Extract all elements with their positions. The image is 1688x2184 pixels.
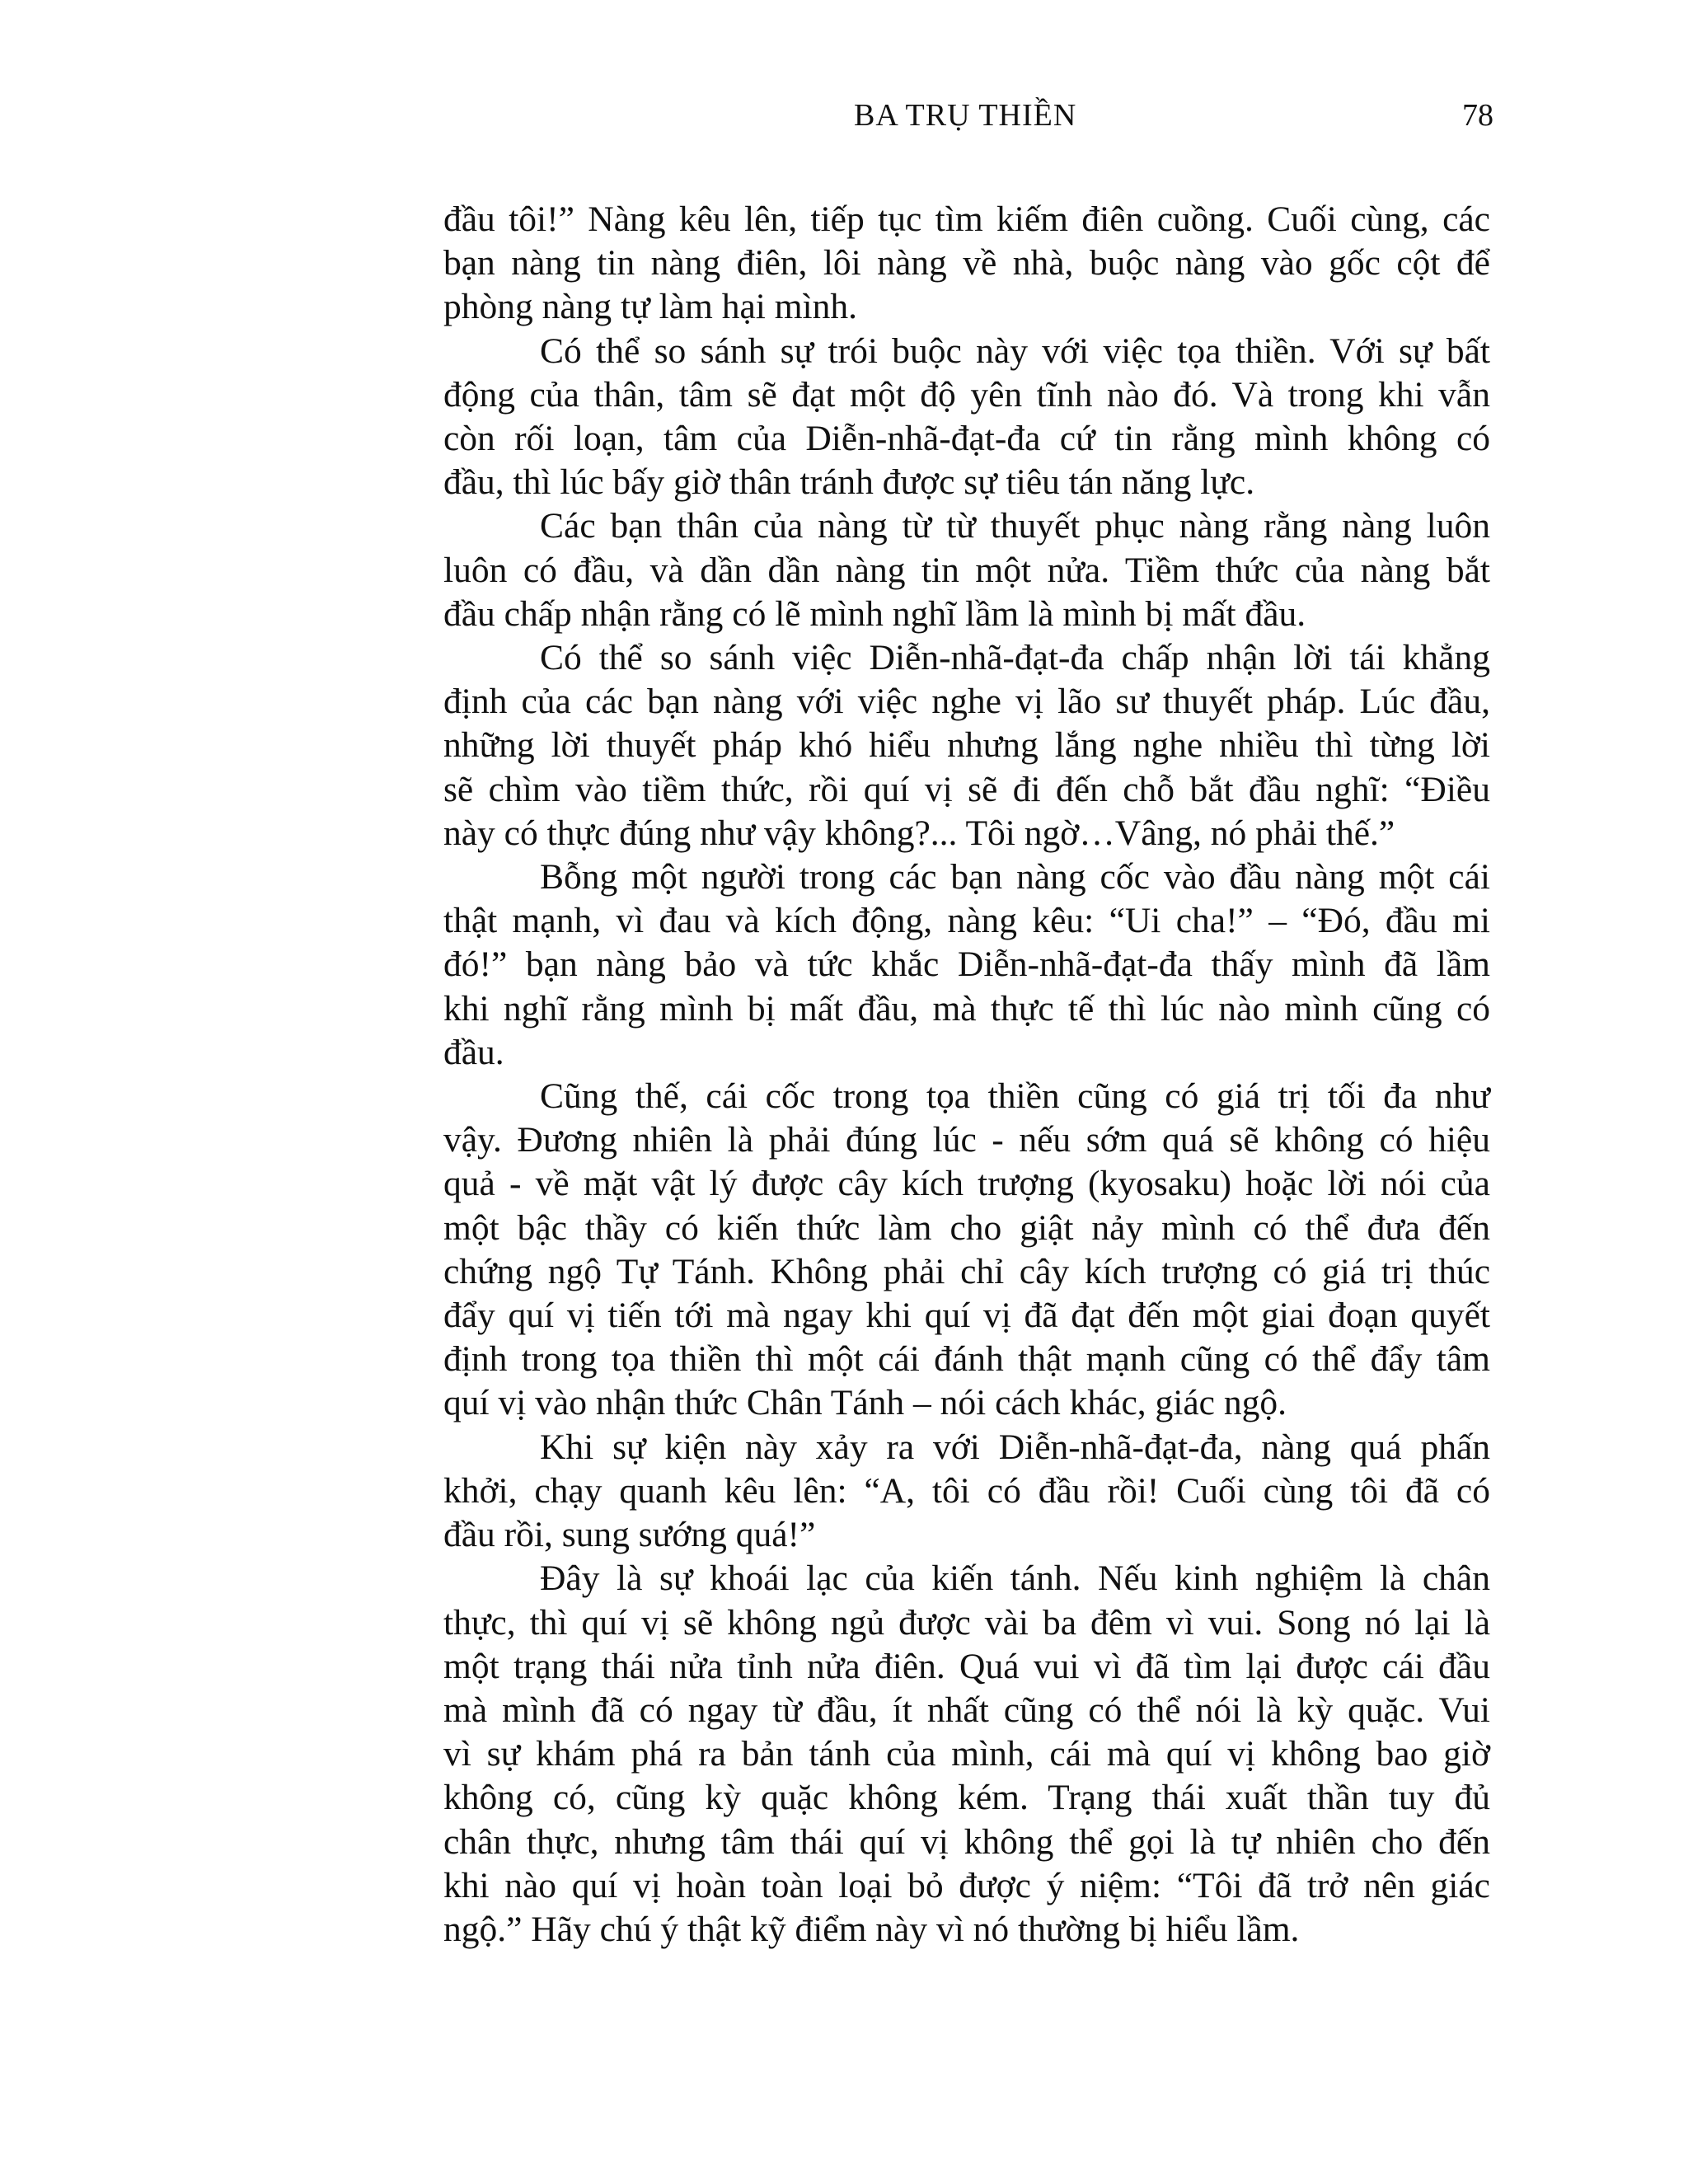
text-line: đó!” bạn nàng bảo và tức khắc Diễn-nhã-đạt-đa thấy mình đã lầm <box>443 944 1490 985</box>
text-line: đầu tôi!” Nàng kêu lên, tiếp tục tìm kiếm điên cuồng. Cuối cùng, các <box>443 199 1490 239</box>
text-line: đẩy quí vị tiến tới mà ngay khi quí vị đã đạt đến một giai đoạn quyết <box>443 1296 1490 1336</box>
text-line: quí vị vào nhận thức Chân Tánh – nói cách khác, giác ngộ. <box>443 1383 1287 1423</box>
running-header <box>0 97 1688 138</box>
body-text <box>443 198 1490 1952</box>
text-line: định của các bạn nàng với việc nghe vị lão sư thuyết pháp. Lúc đầu, <box>443 682 1490 722</box>
text-line: Đây là sự khoái lạc của kiến tánh. Nếu kinh nghiệm là chân <box>540 1558 1490 1599</box>
text-line: đầu. <box>443 1032 504 1072</box>
text-line: không có, cũng kỳ quặc không kém. Trạng thái xuất thần tuy đủ <box>443 1778 1490 1818</box>
running-title: BA TRỤ THIỀN <box>854 98 1077 133</box>
text-line: Cũng thế, cái cốc trong tọa thiền cũng có giá trị tối đa như <box>540 1076 1490 1117</box>
text-line: động của thân, tâm sẽ đạt một độ yên tĩnh nào đó. Và trong khi vẫn <box>443 374 1490 415</box>
text-line: chứng ngộ Tự Tánh. Không phải chỉ cây kích trượng có giá trị thúc <box>443 1251 1490 1291</box>
text-line: thật mạnh, vì đau và kích động, nàng kêu: “Ui cha!” – “Đó, đầu mi <box>443 901 1490 941</box>
text-line: khi nào quí vị hoàn toàn loại bỏ được ý niệm: “Tôi đã trở nên giác <box>443 1865 1490 1905</box>
text-line: chân thực, nhưng tâm thái quí vị không thể gọi là tự nhiên cho đến <box>443 1821 1490 1862</box>
text-line: Các bạn thân của nàng từ từ thuyết phục nàng rằng nàng luôn <box>540 506 1490 546</box>
text-line: còn rối loạn, tâm của Diễn-nhã-đạt-đa cứ tin rằng mình không có <box>443 419 1490 459</box>
text-line: đầu, thì lúc bấy giờ thân tránh được sự tiêu tán năng lực. <box>443 462 1255 503</box>
text-line: ngộ.” Hãy chú ý thật kỹ điểm này vì nó thường bị hiểu lầm. <box>443 1909 1300 1949</box>
text-line: những lời thuyết pháp khó hiểu nhưng lắng nghe nhiều thì từng lời <box>443 725 1490 766</box>
text-line: đầu rồi, sung sướng quá!” <box>443 1515 816 1555</box>
text-line: sẽ chìm vào tiềm thức, rồi quí vị sẽ đi đến chỗ bắt đầu nghĩ: “Điều <box>443 769 1490 809</box>
text-line: bạn nàng tin nàng điên, lôi nàng về nhà, buộc nàng vào gốc cột để <box>443 243 1490 284</box>
text-line: mà mình đã có ngay từ đầu, ít nhất cũng có thể nói là kỳ quặc. Vui <box>443 1690 1490 1730</box>
text-line: vì sự khám phá ra bản tánh của mình, cái mà quí vị không bao giờ <box>443 1734 1490 1774</box>
text-line: Có thể so sánh việc Diễn-nhã-đạt-đa chấp nhận lời tái khẳng <box>540 638 1490 678</box>
text-line: luôn có đầu, và dần dần nàng tin một nửa. Tiềm thức của nàng bắt <box>443 550 1490 590</box>
text-line: phòng nàng tự làm hại mình. <box>443 287 858 327</box>
text-line: Có thể so sánh sự trói buộc này với việc tọa thiền. Với sự bất <box>540 330 1490 371</box>
text-line: một bậc thầy có kiến thức làm cho giật nảy mình có thể đưa đến <box>443 1207 1490 1248</box>
text-line: định trong tọa thiền thì một cái đánh thật mạnh cũng có thể đẩy tâm <box>443 1339 1490 1380</box>
text-line: Khi sự kiện này xảy ra với Diễn-nhã-đạt-đa, nàng quá phấn <box>540 1427 1490 1467</box>
text-line: vậy. Đương nhiên là phải đúng lúc - nếu sớm quá sẽ không có hiệu <box>443 1120 1490 1160</box>
text-line: đầu chấp nhận rằng có lẽ mình nghĩ lầm là mình bị mất đầu. <box>443 593 1306 634</box>
text-line: khi nghĩ rằng mình bị mất đầu, mà thực tế thì lúc nào mình cũng có <box>443 988 1490 1029</box>
text-line: một trạng thái nửa tỉnh nửa điên. Quá vui vì đã tìm lại được cái đầu <box>443 1646 1490 1686</box>
text-line: này có thực đúng như vậy không?... Tôi ngờ…Vâng, nó phải thế.” <box>443 813 1395 853</box>
text-line: khởi, chạy quanh kêu lên: “A, tôi có đầu rồi! Cuối cùng tôi đã có <box>443 1470 1490 1511</box>
text-line: Bỗng một người trong các bạn nàng cốc vào đầu nàng một cái <box>540 857 1490 898</box>
text-line: quả - về mặt vật lý được cây kích trượng (kyosaku) hoặc lời nói của <box>443 1164 1490 1204</box>
text-line: thực, thì quí vị sẽ không ngủ được vài ba đêm vì vui. Song nó lại là <box>443 1602 1490 1643</box>
page-number: 78 <box>1462 98 1493 133</box>
